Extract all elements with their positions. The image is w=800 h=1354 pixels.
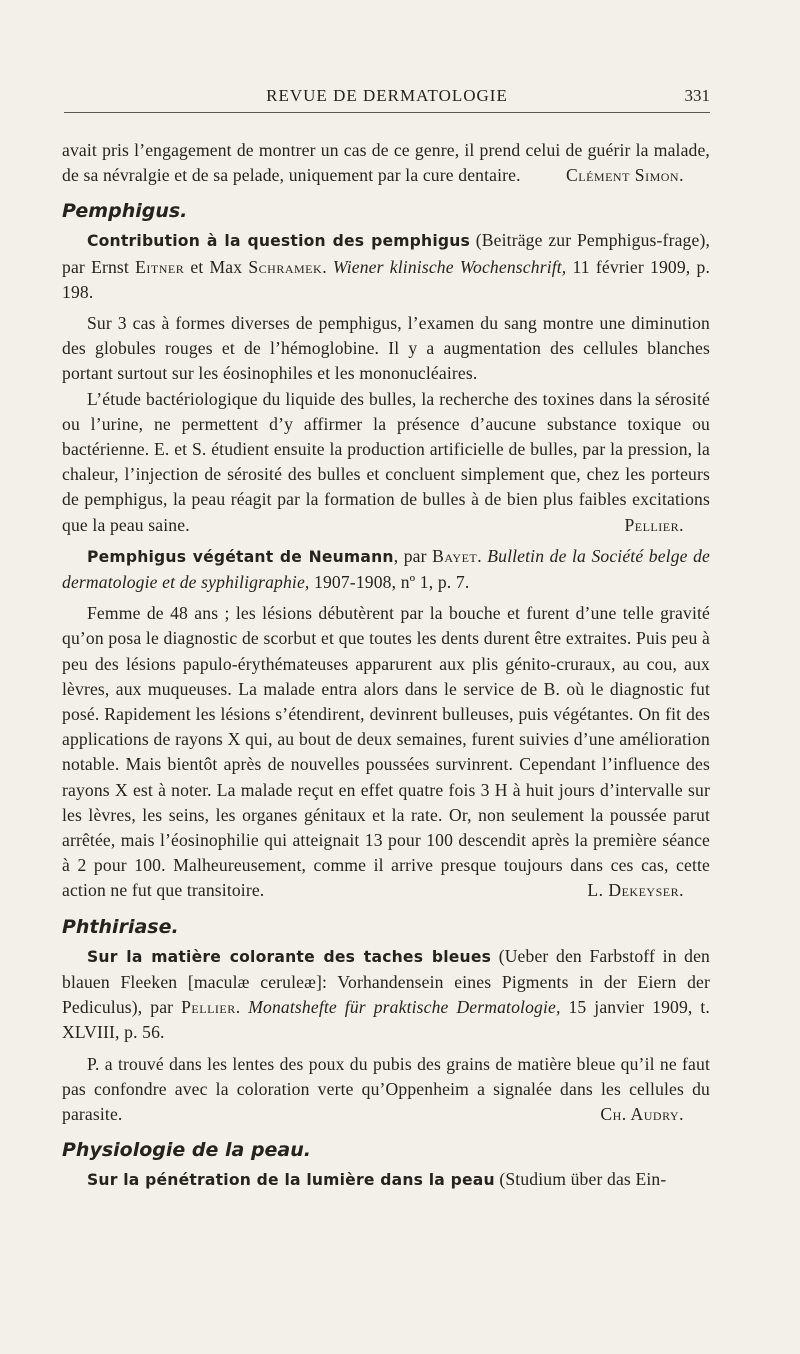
reference-text: , par (393, 545, 433, 566)
author-name: Eitner (135, 256, 185, 277)
article-title: Sur la matière colorante des taches bleues (87, 947, 492, 966)
paragraph-text: L’étude bactériologique du liquide des bulles, la recherche des toxines dans la sérosité ou l’urine, ne permettent d’y affirmer la présence d’aucune substance toxique ou bactérienne. E. et S. étudient ensuite la production artificielle de bulles, par la pression, la chaleur, l’injection de sérosité des bulles et concluent simplement que, chez les porteurs de pemphigus, la peau réagit par la formation de bulles à de bien plus faibles excitations que la peau saine. (62, 388, 710, 535)
body-paragraph (62, 601, 710, 903)
reference-text: (Ueber den Farbstoff in den blauen Fleeken [maculæ ceruleæ]: Vorhandensein eines Pigments in der Eiern der Pediculus), par (62, 945, 710, 1018)
running-title: REVUE DE DERMATOLOGIE (266, 86, 508, 105)
journal-name: Wiener klinische Wochenschrift, (332, 256, 567, 277)
reference-text: 1907-1908, nº 1, p. 7. (309, 572, 470, 593)
signature-pellier: Pellier. (624, 514, 684, 535)
article-title: Pemphigus végétant de Neumann (87, 547, 394, 566)
reference-text: . (322, 256, 333, 277)
journal-name: Monatshefte für praktische Dermatologie, (248, 997, 561, 1018)
continuation-paragraph (62, 138, 710, 188)
journal-name: Bulletin de la Société belge de dermatologie et de syphiligraphie, (62, 545, 710, 593)
article-title: Sur la pénétration de la lumière dans la peau (87, 1171, 495, 1190)
page-body (62, 138, 710, 1193)
reference-text: 11 février 1909, p. 198. (62, 256, 710, 302)
page-number: 331 (684, 86, 710, 105)
paragraph-text: P. a trouvé dans les lentes des poux du pubis des grains de matière bleue qu’il ne faut pas confondre avec la coloration verte qu’Oppenheim a signalée dans les cellules du parasite. (62, 1053, 710, 1124)
reference-text: . (477, 545, 488, 566)
reference-text: (Beiträge zur Pemphigus-frage), par Ernst (62, 230, 710, 277)
article-title: Contribution à la question des pemphigus (87, 232, 471, 251)
body-paragraph: Sur 3 cas à formes diverses de pemphigus, l’examen du sang montre une diminution des globules rouges et de l’hémoglobine. Il y a augmentation des cellules blanches portant surtout sur les éosinophiles et les mononucléaires. (62, 313, 710, 384)
article-reference (62, 228, 710, 305)
body-paragraph (62, 1052, 710, 1128)
signature-dekeyser: L. Dekeyser. (587, 880, 684, 901)
author-name: Bayet (432, 545, 478, 566)
author-name: Pellier (181, 997, 236, 1018)
section-heading-phthiriase: Phthiriase. (62, 915, 179, 938)
article-reference (62, 544, 710, 595)
reference-text: 15 janvier 1909, t. XLVIII, p. 56. (62, 997, 710, 1043)
section-heading-pemphigus: Pemphigus. (62, 200, 188, 223)
signature-simon: Clément Simon. (566, 165, 684, 186)
body-paragraph (62, 387, 710, 538)
running-header (64, 84, 710, 113)
reference-text: et Max (184, 256, 249, 277)
section-heading-physiologie: Physiologie de la peau. (62, 1139, 311, 1162)
author-name: Schramek (248, 256, 323, 277)
paragraph-text: Femme de 48 ans ; les lésions débutèrent par la bouche et furent d’une telle gravité qu’on posa le diagnostic de scorbut et que toutes les dents durent être extraites. Puis peu à peu des lésions papulo-érythémateuses apparurent aux plis génito-cruraux, au cou, aux lèvres, aux muqueuses. La malade entra alors dans le service de B. où le diagnostic fut posé. Rapidement les lésions s’étendirent, devinrent bulleuses, puis végétantes. On fit des applications de rayons X qui, au bout de deux semaines, furent suivies d’une amélioration notable. Mais bientôt après de nouvelles poussées survinrent. Cependant l’influence des rayons X est à noter. La malade reçut en effet quatre fois 3 H à huit jours d’intervalle sur les lèvres, les seins, les organes génitaux et la rate. Or, non seulement la poussée parut arrêtée, mais l’éosinophilie qui atteignait 13 pour 100 descendit après la première séance à 2 pour 100. Malheureusement, comme il arrive presque toujours dans ces cas, cette action ne fut que transitoire. (62, 603, 710, 901)
article-reference (62, 944, 710, 1046)
reference-text: . (235, 997, 249, 1018)
reference-text: (Studium über das Ein- (494, 1169, 667, 1190)
continuation-text: avait pris l’engagement de montrer un cas de ce genre, il prend celui de guérir la malade, de sa névralgie et de sa pelade, uniquement par la cure dentaire. (62, 140, 710, 186)
article-reference (62, 1167, 710, 1193)
signature-audry: Ch. Audry. (600, 1103, 684, 1124)
